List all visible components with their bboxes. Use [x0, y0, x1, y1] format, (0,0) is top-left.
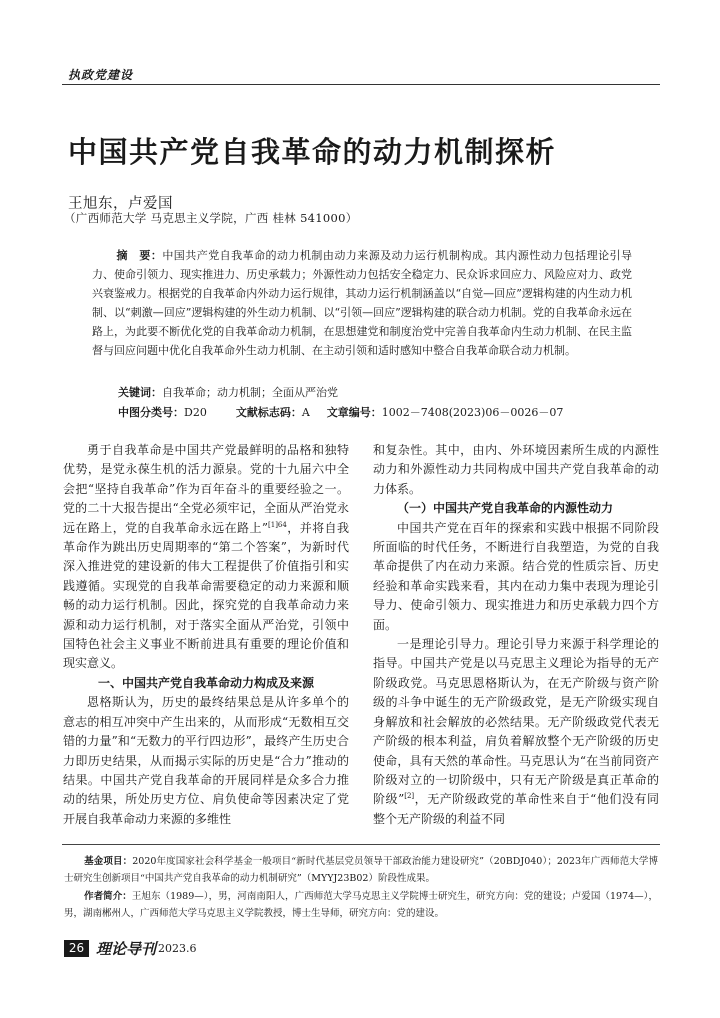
- body-paragraph: 中国共产党在百年的探索和实践中根据不同阶段所面临的时代任务，不断进行自我塑造，为党的自我革命提供了内在动力来源。结合党的性质宗旨、历史经验和革命实践来看，其内在动力集中表现为理论引导力、使命引领力、现实推进力和历史承载力四个方面。: [373, 520, 659, 632]
- body-paragraph: 恩格斯认为，历史的最终结果总是从许多单个的意志的相互冲突中产生出来的，从而形成“无数相互交错的力量”和“无数力的平行四边形”，最终产生历史合力即历史结果，从而揭示实际的历史是“合力”推动的结果。中国共产党自我革命的开展同样是众多合力推动的结果，所处历史方位、肩负使命等因素决定了党开展自我革命动力来源的多维性: [63, 695, 349, 826]
- fund-note: [64, 853, 658, 887]
- article-no-label: 文章编号：: [326, 406, 382, 419]
- header-rule: [62, 84, 660, 85]
- body-paragraph: 和复杂性。其中，由内、外环境因素所生成的内源性动力和外源性动力共同构成中国共产党自我革命的动力体系。: [373, 443, 659, 496]
- doc-code: A: [301, 406, 310, 419]
- body-paragraph: 一是理论引导力。理论引导力来源于科学理论的指导。中国共产党是以马克思主义理论为指导的无产阶级政党。马克思恩格斯认为，在无产阶级与资产阶级的斗争中诞生的无产阶级政党，是无产阶级实现自身解放和社会解放的必然结果。无产阶级政党代表无产阶级的根本利益，肩负着解放整个无产阶级的历史使命，具有天然的革命性。马克思认为“在当前同资产阶级对立的一切阶级中，只有无产阶级是真正革命的阶级”[2]，无产阶级政党的革命性来自于“他们没有同整个无产阶级的利益不同: [373, 637, 660, 826]
- issue-date: 2023.6: [158, 942, 197, 955]
- footnote-rule: [62, 844, 660, 845]
- author-label: 作者简介：: [84, 891, 132, 902]
- article-no: 1002－7408(2023)06－0026－07: [381, 406, 564, 419]
- doc-code-label: 文献标志码：: [235, 406, 302, 419]
- citation-ref: [2]: [404, 792, 415, 801]
- section-heading-1: 一、中国共产党自我革命动力构成及来源: [97, 675, 314, 690]
- clc-number: D20: [184, 406, 207, 419]
- abstract-label: 摘 要：: [116, 249, 163, 262]
- keywords: 自我革命；动力机制；全面从严治党: [162, 386, 338, 399]
- clc-label: 中图分类号：: [118, 406, 184, 419]
- abstract-text: 中国共产党自我革命的动力机制由动力来源及动力运行机制构成。其内源性动力包括理论引导力、使命引领力、现实推进力、历史承载力；外源性动力包括安全稳定力、民众诉求回应力、风险应对力、政党兴衰鉴戒力。根据党的自我革命内外动力运行规律，其动力运行机制涵盖以“自觉—回应”逻辑构建的内生动力机制、以“刺激—回应”逻辑构建的外生动力机制、以“引领—回应”逻辑构建的联合动力机制。党的自我革命永远在路上，为此要不断优化党的自我革命动力机制，在思想建党和制度治党中完善自我革命内生动力机制、在民主监督与回应问题中优化自我革命外生动力机制、在主动引领和适时感知中整合自我革命联合动力机制。: [92, 249, 633, 357]
- author-text: 王旭东（1989—），男，河南南阳人，广西师范大学马克思主义学院博士研究生，研究方向：党的建设；卢爱国（1974—），男，湖南郴州人，广西师范大学马克思主义学院教授，博士生导师，研究方向：党的建设。: [64, 891, 658, 919]
- fund-text: 2020年度国家社会科学基金一般项目“新时代基层党员领导干部政治能力建设研究”（20BDJ040）；2023年广西师范大学博士研究生创新项目“中国共产党自我革命的动力机制研究”（MYYJ23B02）阶段性成果。: [64, 856, 658, 884]
- citation-ref: [1]64: [268, 520, 287, 529]
- section-header: 执政党建设: [68, 68, 134, 82]
- intro-paragraph: 勇于自我革命是中国共产党最鲜明的品格和独特优势，是党永葆生机的活力源泉。党的十九届六中全会把“坚持自我革命”作为百年奋斗的重要经验之一。党的二十大报告提出“全党必须牢记，全面从严治党永远在路上，党的自我革命永远在路上”$^{[1]64}$，并将自我革命作为跳出历史周期率的“第二个答案”，为新时代深入推进党的建设新的伟大工程提供了价值指引和实践遵循。实现党的自我革命需要稳定的动力来源和顺畅的动力运行机制。因此，探究党的自我革命动力来源和动力运行机制，对于落实全面从严治党，引领中国特色社会主义事业不断前进具有重要的理论价值和现实意义。: [63, 443, 349, 671]
- abstract: [92, 246, 632, 360]
- right-column: [373, 441, 659, 829]
- keywords-label: 关键词：: [118, 386, 162, 399]
- journal-name: 理论导刊: [96, 940, 157, 958]
- left-column: [63, 441, 349, 829]
- classification-line: [118, 404, 563, 420]
- article-title: 中国共产党自我革命的动力机制探析: [68, 135, 557, 169]
- fund-label: 基金项目：: [84, 856, 133, 867]
- author-note: [64, 888, 658, 922]
- page-number: 26: [64, 940, 89, 957]
- authors: 王旭东，卢爱国: [68, 196, 173, 212]
- keywords-line: [118, 384, 338, 400]
- affiliation: （广西师范大学 马克思主义学院，广西 桂林 541000）: [64, 211, 358, 225]
- subsection-heading: （一）中国共产党自我革命的内源性动力: [397, 501, 614, 516]
